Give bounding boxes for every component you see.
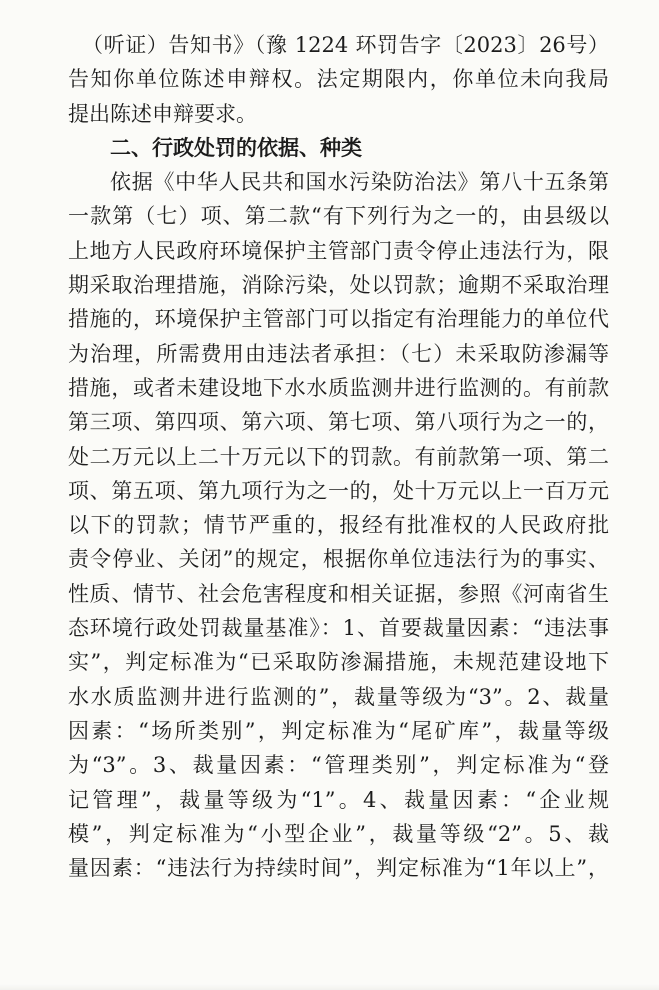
text-line-24: 模”，判定标准为“小型企业”，裁量等级“2”。5、裁: [68, 821, 609, 846]
text-line-23: 记管理”，裁量等级为“1”。4、裁量因素：“企业规: [68, 787, 609, 812]
text-line-21: 因素：“场所类别”，判定标准为“尾矿库”，裁量等级: [68, 718, 609, 743]
text-line-12: 第三项、第四项、第六项、第七项、第八项行为之一的，: [68, 410, 609, 435]
text-line-13: 处二万元以上二十万元以下的罚款。有前款第一项、第二: [68, 444, 609, 469]
text-line-8: 期采取治理措施，消除污染，处以罚款；逾期不采取治理: [68, 273, 609, 298]
text-line-20: 水水质监测井进行监测的”，裁量等级为“3”。2、裁量: [68, 684, 609, 709]
text-line-18: 态环境行政处罚裁量基准》：1、首要裁量因素：“违法事: [68, 616, 609, 641]
text-line-5: 依据《中华人民共和国水污染防治法》第八十五条第: [110, 170, 609, 195]
text-line-15: 以下的罚款；情节严重的，报经有批准权的人民政府批: [68, 513, 609, 538]
text-line-9: 措施的，环境保护主管部门可以指定有治理能力的单位代: [68, 307, 609, 332]
text-line-6: 一款第（七）项、第二款“有下列行为之一的，由县级以: [68, 204, 609, 229]
text-line-2: 告知你单位陈述申辩权。法定期限内，你单位未向我局: [68, 67, 609, 92]
text-line-17: 性质、情节、社会危害程度和相关证据，参照《河南省生: [68, 581, 609, 606]
text-line-25: 量因素：“违法行为持续时间”，判定标准为“1年以上”，: [68, 856, 609, 881]
text-line-3: 提出陈述申辩要求。: [68, 101, 257, 126]
section-heading: 二、行政处罚的依据、种类: [110, 134, 362, 160]
text-line-14: 项、第五项、第九项行为之一的，处十万元以上一百万元: [68, 478, 609, 503]
text-line-10: 为治理，所需费用由违法者承担：（七）未采取防渗漏等: [68, 341, 609, 366]
page-edge-shadow: [0, 984, 659, 990]
text-line-19: 实”，判定标准为“已采取防渗漏措施，未规范建设地下: [68, 650, 609, 675]
text-line-16: 责令停业、关闭”的规定，根据你单位违法行为的事实、: [68, 547, 609, 572]
text-line-11: 措施，或者未建设地下水水质监测井进行监测的。有前款: [68, 375, 609, 400]
text-line-1: （听证）告知书》（豫 1224 环罚告字〔2023〕26号）: [82, 33, 609, 57]
text-line-22: 为“3”。3、裁量因素：“管理类别”，判定标准为“登: [68, 753, 609, 778]
text-line-7: 上地方人民政府环境保护主管部门责令停止违法行为，限: [68, 238, 609, 263]
